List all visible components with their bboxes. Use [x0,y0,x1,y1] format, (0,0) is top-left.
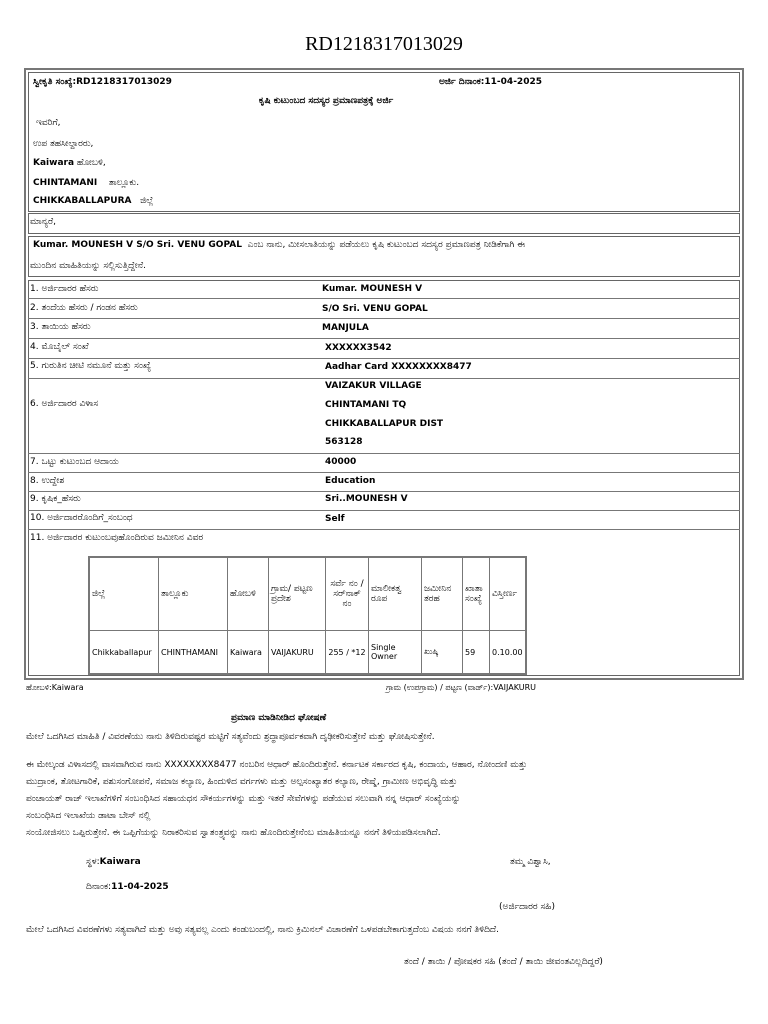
cell-survey-no: 255 / *12 [326,631,369,675]
field-value-id-card: Aadhar Card XXXXXXXX8477 [325,362,472,372]
declaration-line: ಈ ಮೇಲ್ಕಂಡ ವಿಳಾಸದಲ್ಲಿ ವಾಸವಾಗಿರುವ ನಾನು XXXXXXXX8477 ನಂಬರಿನ ಆಧಾರ್ ಹೊಂದಿರುತ್ತೇನೆ. ಕರ್ನಾಟಕ ಸರ್ಕಾರದ ಕೃಷಿ, ಕಂದಾಯ, ಆಹಾರ, ನೋಂದಣಿ ಮತ್ತು [26,760,528,770]
field-value-father-name: S/O Sri. VENU GOPAL [322,304,428,314]
field-value-purpose: Education [325,476,376,486]
village-footer [386,683,536,693]
col-header-district: ಜಿಲ್ಲೆ [89,557,159,631]
declaration-paragraph-3: ಮೇಲೆ ಒದಗಿಸಿದ ವಿವರಣೆಗಳು ಸತ್ಯವಾಗಿದೆ ಮತ್ತು ಅವು ಸತ್ಯವಲ್ಲ ಎಂದು ಕಂಡುಬಂದಲ್ಲಿ, ನಾನು ಕ್ರಿಮಿನಲ್ ವಿಚಾರಣೆಗೆ ಒಳಪಡಬೇಕಾಗುತ್ತದೆಂಬ ವಿಷಯ ನನಗೆ ತಿಳಿದಿದೆ. [26,925,499,935]
place-value: Kaiwara [99,857,141,867]
field-label-purpose: 8. ಉದ್ದೇಶ [30,476,65,486]
request-line-1 [33,240,525,250]
table-row [89,631,526,675]
place-label: ಸ್ಥಳ: [86,857,100,867]
field-value-applicant-name: Kumar. MOUNESH V [322,284,423,294]
field-label-income: 7. ಒಟ್ಟು ಕುಟುಂಬದ ಆದಾಯ [30,457,119,467]
applicant-name-inline: Kumar. MOUNESH V S/O Sri. VENU GOPAL [33,240,242,250]
field-label-address: 6. ಅರ್ಜಿದಾರರ ವಿಳಾಸ [30,399,99,409]
field-value-address-line-2: CHINTAMANI TQ [325,400,407,410]
field-value-farmer-name: Sri..MOUNESH V [325,494,408,504]
parent-signature: ತಂದೆ / ತಾಯಿ / ಪೋಷಕರ ಸಹಿ (ತಂದೆ / ತಾಯಿ ಜೀವಂತವಿಲ್ಲದಿದ್ದರೆ) [404,957,603,967]
address-taluk [33,178,139,188]
cell-extent: 0.10.00 [490,631,526,675]
declaration-line: ಪಂಚಾಯತ್ ರಾಜ್ ಇಲಾಖೆಗಳಿಗೆ ಸಂಬಂಧಿಸಿದ ಸಹಾಯಧನ ಸೌಕರ್ಯಗಳನ್ನು ಮತ್ತು ಇತರೆ ಸೇವೆಗಳನ್ನು ಪಡೆಯುವ ಸಲುವಾಗಿ ನನ್ನ ಆಧಾರ್ ಸಂಖ್ಯೆಯನ್ನು [26,794,461,804]
cell-land-type: ಖುಷ್ಕಿ [422,631,463,675]
field-value-mother-name: MANJULA [322,323,369,333]
field-label-land-details: 11. ಅರ್ಜಿದಾರರ ಕುಟುಂಬವುಹೊಂದಿರುವ ಜಮೀನಿನ ವಿವರ [30,533,204,543]
request-text: ಎಂಬ ನಾನು, ಮೀಸಲಾತಿಯನ್ನು ಪಡೆಯಲು ಕೃಷಿ ಕುಟುಂಬದ ಸದಸ್ಯರ ಪ್ರಮಾಣಪತ್ರ ನೀಡಿಕೆಗಾಗಿ ಈ [247,240,525,250]
row-divider [28,298,740,299]
field-value-address-pincode: 563128 [325,437,363,447]
address-office: ಉಪ ತಹಸೀಲ್ದಾರರು, [33,139,94,149]
row-divider [28,358,740,359]
salutation-box [28,213,740,234]
village-footer-value: VAIJAKURU [493,683,536,692]
acknowledgement-number [33,77,172,87]
declaration-paragraph-2 [26,757,527,842]
col-header-land-type: ಜಮೀನಿನ ತರಹ [422,557,463,631]
district-name: CHIKKABALLAPURA [33,196,132,206]
cell-khata-no: 59 [463,631,490,675]
ack-value: RD1218317013029 [76,77,172,87]
field-label-id-card: 5. ಗುರುತಿನ ಚೀಟಿ ನಮೂನೆ ಮತ್ತು ಸಂಖ್ಯೆ [30,361,152,371]
col-header-taluk: ತಾಲ್ಲೂಕು [159,557,228,631]
taluk-name: CHINTAMANI [33,178,98,188]
applicant-signature: (ಅರ್ಜಿದಾರರ ಸಹಿ) [499,902,555,912]
cell-village: VAIJAKURU [269,631,326,675]
declaration-title: ಪ್ರಮಾಣ ಮಾಡಿನೀಡಿದ ಘೋಷಣೆ [231,713,327,723]
field-label-father-name: 2. ತಂದೆಯ ಹೆಸರು / ಗಂಡನ ಹೆಸರು [30,303,138,313]
cell-taluk: CHINTHAMANI [159,631,228,675]
declaration-line: ಮುದ್ರಾಂಕ, ತೋಟಗಾರಿಕೆ, ಪಶುಸಂಗೋಪನೆ, ಸಮಾಜ ಕಲ್ಯಾಣ, ಹಿಂದುಳಿದ ವರ್ಗಗಳು ಮತ್ತು ಅಲ್ಪಸಂಖ್ಯಾತರ ಕಲ್ಯಾಣ, ರೇಷ್ಮೆ, ಗ್ರಾಮೀಣ ಅಭಿವೃದ್ಧಿ ಮತ್ತು [26,777,458,787]
land-details-table [88,556,527,675]
salutation: ಮಾನ್ಯರೆ, [30,217,56,227]
row-divider [28,318,740,319]
village-footer-label: ಗ್ರಾಮ (ಉಪಗ್ರಾಮ) / ಪಟ್ಟಣ (ವಾರ್ಡ್): [386,683,494,692]
hobli-footer-label: ಹೋಬಳಿ: [26,683,52,692]
field-value-address-line-1: VAIZAKUR VILLAGE [325,381,422,391]
form-title: ಕೃಷಿ ಕುಟುಂಬದ ಸದಸ್ಯರ ಪ್ರಮಾಣಪತ್ರಕ್ಕೆ ಅರ್ಜಿ [258,96,394,106]
header-box [28,72,740,212]
declaration-date [86,882,169,892]
field-label-applicant-name: 1. ಅರ್ಜಿದಾರರ ಹೆಸರು [30,284,99,294]
field-label-mother-name: 3. ತಾಯಿಯ ಹೆಸರು [30,322,91,332]
declaration-date-label: ದಿನಾಂಕ: [86,882,112,892]
field-value-relation: Self [325,514,345,524]
row-divider [28,491,740,492]
hobli-suffix: ಹೋಬಳಿ, [76,158,106,168]
ack-label: ಸ್ವೀಕೃತಿ ಸಂಖ್ಯೆ: [33,77,77,87]
field-value-address-line-3: CHIKKABALLAPUR DIST [325,419,444,429]
taluk-suffix: ತಾಲ್ಲೂಕು. [108,178,140,188]
document-number-title: RD1218317013029 [305,33,463,55]
hobli-name: Kaiwara [33,158,75,168]
field-value-mobile: XXXXXX3542 [325,343,392,353]
yours-faithfully: ತಮ್ಮ ವಿಶ್ವಾಸಿ, [510,857,551,867]
declaration-line: ಸಂಯೋಜಿಸಲು ಒಪ್ಪಿರುತ್ತೇನೆ. ಈ ಒಪ್ಪಿಗೆಯನ್ನು ನಿರಾಕರಿಸುವ ಸ್ವಾತಂತ್ರ್ಯವನ್ನು ನಾನು ಹೊಂದಿರುತ್ತೇನೆಂಬ ಮಾಹಿತಿಯನ್ನೂ ನನಗೆ ತಿಳಿಯಪಡಿಸಲಾಗಿದೆ. [26,828,441,838]
declaration-line: ಸಂಬಂಧಿಸಿದ ಇಲಾಖೆಯ ಡಾಟಾ ಬೇಸ್ ನಲ್ಲಿ [26,811,151,821]
declaration-date-value: 11-04-2025 [111,882,169,892]
field-label-farmer-name: 9. ಕೃಷಿಕ_ಹೆಸರು [30,494,81,504]
district-suffix: ಜಿಲ್ಲೆ [140,196,154,206]
address-district [33,196,153,206]
row-divider [28,338,740,339]
col-header-ownership: ಮಾಲೀಕತ್ವ ರೂಪ [369,557,422,631]
address-hobli [33,158,106,168]
row-divider [28,529,740,530]
field-value-income: 40000 [325,457,357,467]
field-label-mobile: 4. ಮೊಬೈಲ್ ಸಂಖೆ [30,342,89,352]
col-header-extent: ವಿಸ್ತೀರ್ಣ [490,557,526,631]
hobli-footer [26,683,84,693]
cell-district: Chikkaballapur [89,631,159,675]
col-header-survey-no: ಸರ್ವೆ ನಂ / ಸರ್‌ನಾಕ್ ನಂ [326,557,369,631]
table-header-row [89,557,526,631]
application-date-label: ಅರ್ಜಿ ದಿನಾಂಕ: [439,77,485,87]
col-header-khata-no: ಖಾತಾ ಸಂಖ್ಯೆ [463,557,490,631]
cell-ownership: Single Owner [369,631,422,675]
col-header-hobli: ಹೋಬಳಿ [228,557,269,631]
field-label-relation: 10. ಅರ್ಜಿದಾರರೊಂದಿಗೆ_ಸಂಬಂಧ [30,513,133,523]
row-divider [28,472,740,473]
row-divider [28,378,740,379]
address-to: ಇವರಿಗೆ, [36,118,61,128]
declaration-paragraph-1: ಮೇಲೆ ಒದಗಿಸಿದ ಮಾಹಿತಿ / ವಿವರಣೆಯು ನಾನು ತಿಳಿದಿರುವಷ್ಟರ ಮಟ್ಟಿಗೆ ಸತ್ಯವೆಂದು ಶ್ರದ್ಧಾಪೂರ್ವಕವಾಗಿ ದೃಢೀಕರಿಸುತ್ತೇನೆ ಮತ್ತು ಘೋಷಿಸುತ್ತೇನೆ. [26,732,435,742]
row-divider [28,510,740,511]
row-divider [28,453,740,454]
application-date [439,77,542,87]
col-header-village: ಗ್ರಾಮ/ ಪಟ್ಟಣ ಪ್ರದೇಶ [269,557,326,631]
hobli-footer-value: Kaiwara [51,683,84,692]
cell-hobli: Kaiwara [228,631,269,675]
request-line-2: ಮುಂದಿನ ಮಾಹಿತಿಯನ್ನು ಸಲ್ಲಿಸುತ್ತಿದ್ದೇನೆ. [30,261,146,271]
declaration-place [86,857,141,867]
application-date-value: 11-04-2025 [484,77,542,87]
